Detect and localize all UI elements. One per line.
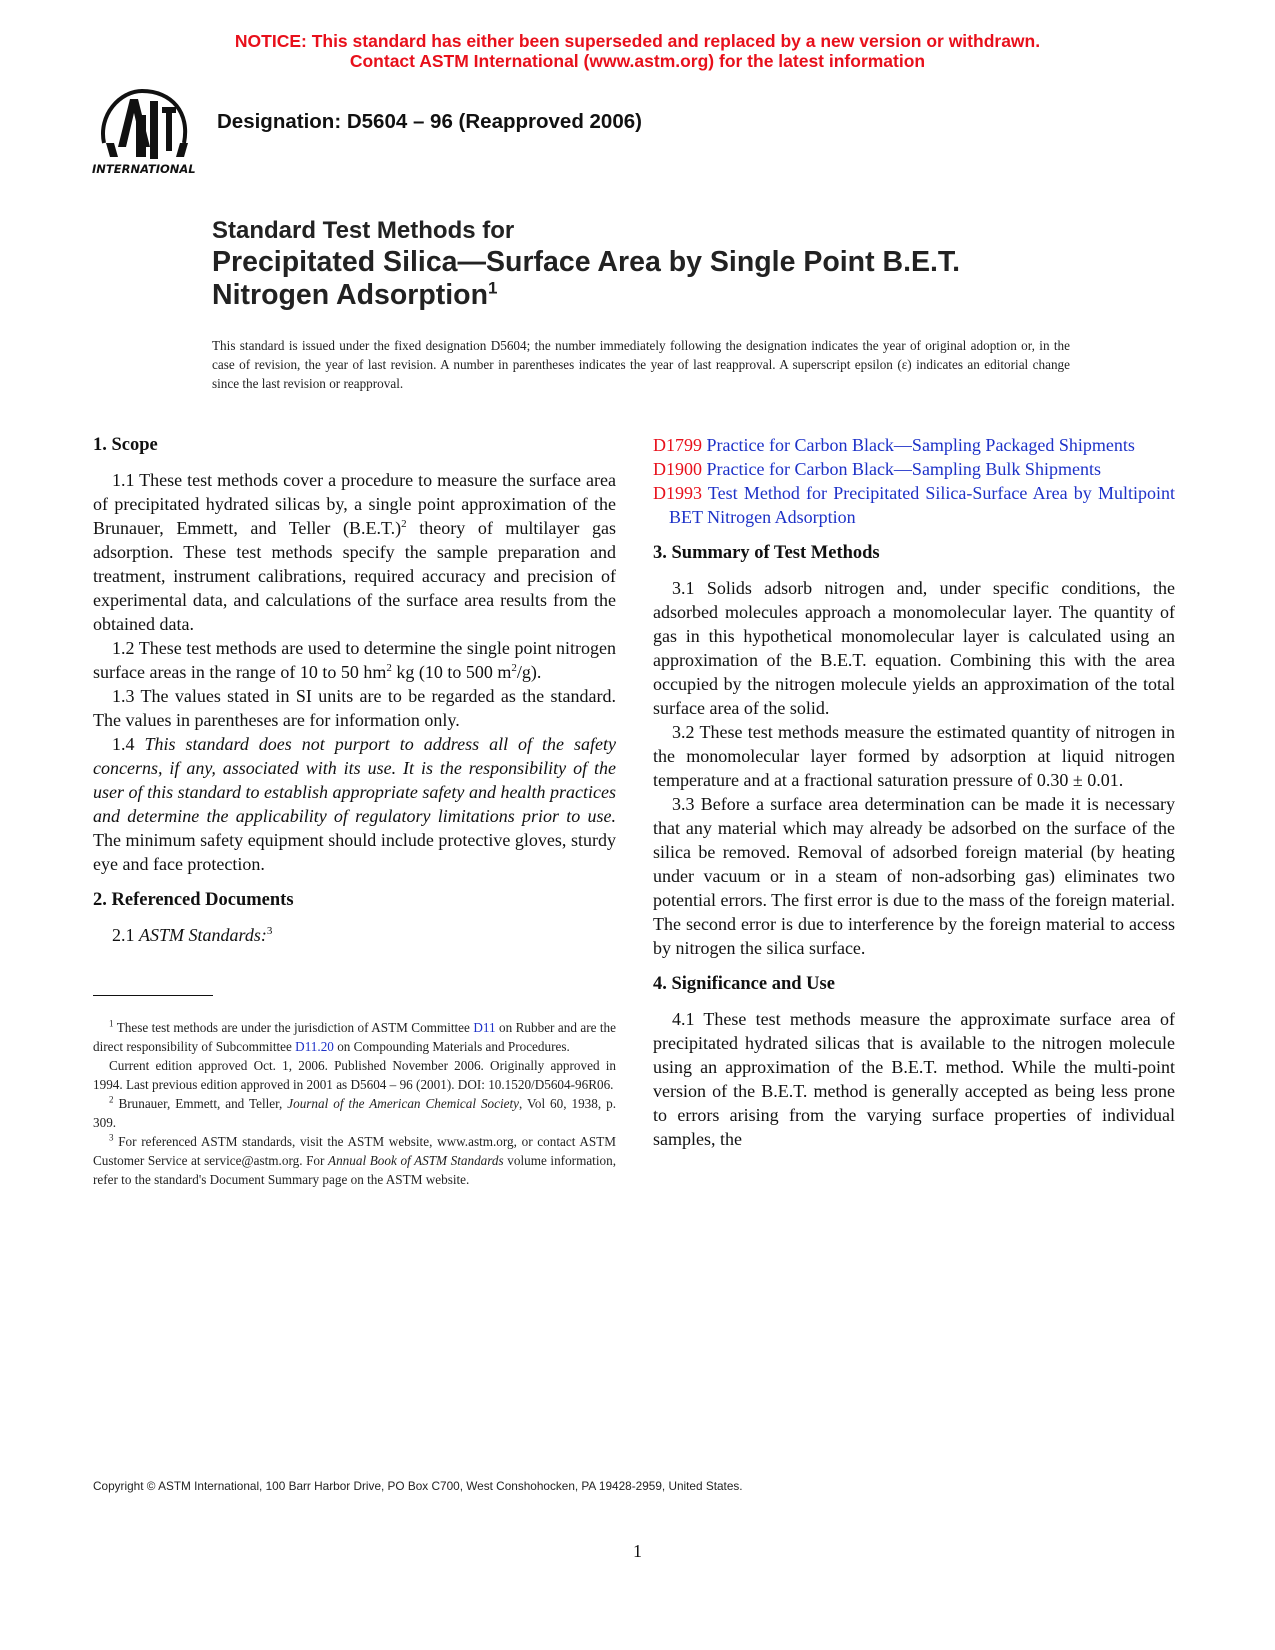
logo-label: INTERNATIONAL xyxy=(92,162,196,176)
footnote-1-edition: Current edition approved Oct. 1, 2006. Published November 2006. Originally approved in 1994. Last previous edition approved in 2001 as D5604 – 96 (2001). DOI: 10.1520/D5604-96R06. xyxy=(93,1058,616,1092)
para-3-3: 3.3 Before a surface area determination can be made it is necessary that any material which may already be adsorbed on the surface of the silica be removed. Removal of adsorbed foreign material (by heating under vacuum or in a steam of non-adsorbing gas) eliminates two potential errors. The first error is due to the mass of the foreign material. The second error is due to interference by the foreign material to access by nitrogen the silica surface. xyxy=(653,794,1175,958)
section-3-heading: 3. Summary of Test Methods xyxy=(653,543,880,563)
page-number: 1 xyxy=(633,1541,642,1561)
para-4-1: 4.1 These test methods measure the approximate surface area of precipitated hydrated silicas that is available to the nitrogen molecule using an approximation of the B.E.T. method. While the multi-point version of the B.E.T. method is generally accepted as being less prone to errors arising from the varying surface properties of individual samples, the xyxy=(653,1009,1175,1149)
ref-code[interactable]: D1900 xyxy=(653,459,702,479)
title-line-3 xyxy=(212,279,960,312)
section-4-heading: 4. Significance and Use xyxy=(653,974,835,994)
link-d11-20[interactable]: D11.20 xyxy=(295,1039,334,1054)
para-1-1: 1.1 These test methods cover a procedure to measure the surface area of precipitated hydrated silicas by, a single point approximation of the Brunauer, Emmett, and Teller $(B.E.T.)^2$ theory of multilayer gas adsorption. These test methods specify the sample preparation and treatment, instrument calibrations, required accuracy and precision of experimental data, and calculations of the surface area results from the obtained data. xyxy=(93,470,616,634)
footnote-3: $^3$ For referenced ASTM standards, visit the ASTM website, www.astm.org, or contact ASTM Customer Service at service@astm.org. For Annual Book of ASTM Standards volume information, refer to the standard's Document Summary page on the ASTM website. xyxy=(93,1132,616,1187)
para-1-2: 1.2 These test methods are used to determine the single point nitrogen surface areas in the range of 10 to 50 $hm^2$ kg (10 to 500 $m^2/g$). xyxy=(93,638,616,682)
footnote-ref-3[interactable]: 3 xyxy=(266,925,273,937)
footnote-1: $^1$ These test methods are under the jurisdiction of ASTM Committee D11 on Rubber and are the direct responsibility of Subcommittee D11.20 on Compounding Materials and Procedures. xyxy=(93,1018,616,1054)
footnote-ref-2[interactable]: 2 xyxy=(401,518,407,530)
para-1-3: 1.3 The values stated in SI units are to be regarded as the standard. The values in parentheses are for information only. xyxy=(93,686,616,730)
section-2-heading: 2. Referenced Documents xyxy=(93,890,294,910)
footnotes xyxy=(93,1018,616,1189)
ref-title[interactable]: Test Method for Precipitated Silica-Surface Area by Multipoint BET Nitrogen Adsorption xyxy=(669,483,1175,527)
section-1-heading: 1. Scope xyxy=(93,435,158,455)
right-column xyxy=(653,433,1175,1151)
title-line-1: Standard Test Methods for xyxy=(212,217,515,244)
ref-title[interactable]: Practice for Carbon Black—Sampling Packaged Shipments xyxy=(706,435,1135,455)
ref-code[interactable]: D1993 xyxy=(653,483,702,503)
para-3-1: 3.1 Solids adsorb nitrogen and, under specific conditions, the adsorbed molecules approach a monomolecular layer. The quantity of gas in this hypothetical monomolecular layer is calculated using an approximation of the B.E.T. equation. Combining this with the area occupied by the nitrogen molecule yields an approximation of the total surface area of the solid. xyxy=(653,578,1175,718)
astm-logo xyxy=(92,85,202,180)
notice-line-1: NOTICE: This standard has either been superseded and replaced by a new version or withdrawn. xyxy=(234,31,1041,51)
title-line-2: Precipitated Silica—Surface Area by Single Point B.E.T. xyxy=(212,246,961,278)
footnote-2: $^2$ Brunauer, Emmett, and Teller, Journal of the American Chemical Society, Vol 60, 1938, p. 309. xyxy=(93,1094,617,1130)
ref-d1993[interactable] xyxy=(653,481,1175,529)
document-title xyxy=(212,216,960,312)
notice-banner xyxy=(0,31,1275,71)
para-1-4: 1.4 This standard does not purport to address all of the safety concerns, if any, associated with its use. It is the responsibility of the user of this standard to establish appropriate safety and health practices and determine the applicability of regulatory limitations prior to use. The minimum safety equipment should include protective gloves, sturdy eye and face protection. xyxy=(93,734,616,874)
left-column xyxy=(93,433,616,947)
designation: Designation: D5604 – 96 (Reapproved 2006) xyxy=(217,110,642,133)
ref-d1799[interactable] xyxy=(653,433,1175,457)
issued-note: This standard is issued under the fixed designation D5604; the number immediately following the designation indicates the year of original adoption or, in the case of revision, the year of last revision. A number in parentheses indicates the year of last reapproval. A superscript epsilon (ε) indicates an editorial change since the last revision or reapproval. xyxy=(212,338,1070,391)
ref-code[interactable]: D1799 xyxy=(653,435,702,455)
ref-d1900[interactable] xyxy=(653,457,1175,481)
footnote-divider xyxy=(93,995,213,996)
para-3-2: 3.2 These test methods measure the estimated quantity of nitrogen in the monomolecular layer formed by adsorption at liquid nitrogen temperature and at a fractional saturation pressure of 0.30 ± 0.01. xyxy=(653,722,1175,790)
para-2-1: 2.1 ASTM Standards:$^3$ xyxy=(112,925,273,945)
ref-title[interactable]: Practice for Carbon Black—Sampling Bulk Shipments xyxy=(706,459,1101,479)
copyright: Copyright © ASTM International, 100 Barr Harbor Drive, PO Box C700, West Conshohocken, PA 19428-2959, United States. xyxy=(93,1479,743,1493)
link-d11[interactable]: D11 xyxy=(473,1020,496,1035)
title-footnote-ref[interactable]: 1 xyxy=(488,278,498,298)
notice-line-2: Contact ASTM International (www.astm.org) for the latest information xyxy=(349,51,926,71)
title-line-3-text: Nitrogen Adsorption xyxy=(212,279,488,311)
